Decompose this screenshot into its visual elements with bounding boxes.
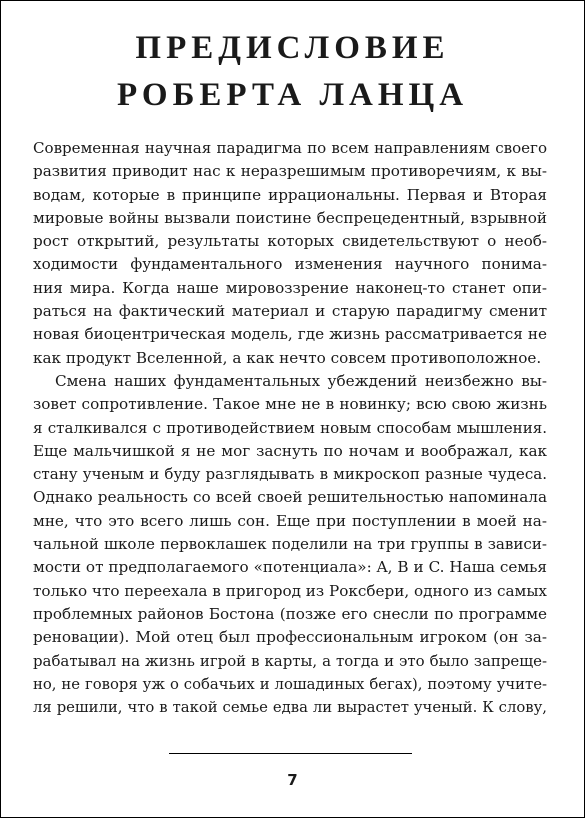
text-line: проблемных районов Бостона (позже его снесли по программе (33, 604, 547, 623)
page-number: 7 (287, 771, 298, 789)
paragraph-2 (33, 370, 547, 719)
text-line: рабатывал на жизнь игрой в карты, а тогда и это было запреще- (33, 651, 547, 670)
text-line: ля решили, что в такой семье едва ли вырастет ученый. К слову, (33, 699, 547, 717)
text-line: новая биоцентрическая модель, где жизнь рассматривается не (33, 325, 547, 344)
text-line: раться на фактический материал и старую парадигму сменит (33, 302, 547, 321)
text-line: как продукт Вселенной, а как нечто совсем противоположное. (33, 348, 542, 367)
chapter-title-line-2: РОБЕРТА ЛАНЦА (116, 77, 469, 113)
text-line: Современная научная парадигма по всем направлениям своего (33, 139, 547, 157)
text-line: только что переехала в пригород из Роксбери, одного из самых (33, 581, 547, 600)
text-line: развития приводит нас к неразрешимым противоречиям, к вы- (33, 162, 547, 181)
text-line: зовет сопротивление. Такое мне не в новинку; всю свою жизнь (33, 395, 547, 414)
text-line: мне, что это всего лишь сон. Еще при поступлении в моей на- (33, 511, 547, 530)
text-line: Еще мальчишкой я не мог заснуть по ночам и воображал, как (33, 441, 547, 460)
footer-divider (169, 753, 412, 754)
text-line: стану ученым и буду разглядывать в микроскоп разные чудеса. (33, 465, 547, 484)
text-line: ходимости фундаментального изменения научного понима- (33, 255, 547, 274)
text-line: Однако реальность со всей своей решительностью напоминала (33, 488, 547, 507)
chapter-title-line-1: ПРЕДИСЛОВИЕ (135, 30, 450, 66)
text-line: рост открытий, результаты которых свидетельствуют о необ- (33, 232, 547, 251)
paragraph-1 (33, 137, 547, 370)
text-line: реновации). Мой отец был профессиональным игроком (он за- (33, 628, 547, 647)
text-line: но, не говоря уж о собачьих и лошадиных бегах), поэтому учите- (33, 675, 547, 693)
text-line: мировые войны вызвали поистине беспрецедентный, взрывной (33, 208, 547, 227)
text-line: чальной школе первоклашек поделили на три группы в зависи- (33, 535, 547, 554)
text-line: мости от предполагаемого «потенциала»: A, B и C. Наша семья (33, 558, 547, 577)
body-text (33, 137, 547, 719)
text-line: водам, которые в принципе иррациональны. Первая и Вторая (33, 185, 547, 204)
text-line: я сталкивался с противодействием новым способам мышления. (33, 418, 547, 437)
text-line: Смена наших фундаментальных убеждений неизбежно вы- (55, 371, 547, 390)
text-line: ния мира. Когда наше мировоззрение наконец-то станет опи- (33, 278, 547, 297)
